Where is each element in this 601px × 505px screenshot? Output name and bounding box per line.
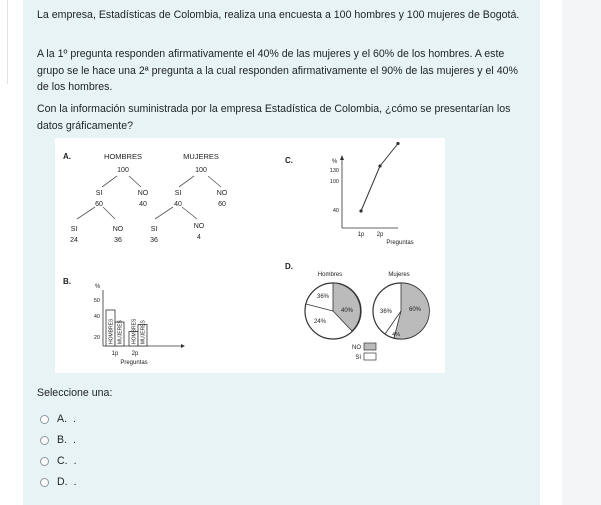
tree-l1-label-1: SI <box>95 190 103 197</box>
radio-option-c[interactable] <box>40 457 49 466</box>
option-a-figure-label: A. <box>63 152 71 161</box>
pie-hombres-title: Hombres <box>317 272 343 278</box>
tree-hombres-total: 100 <box>117 167 129 174</box>
bar-chart-y-tick-2: 40 <box>93 314 100 320</box>
bar-chart-x-arrow <box>181 344 185 348</box>
tree-hombres-title: HOMBRES <box>104 152 142 161</box>
option-a-letter: A. <box>57 413 68 425</box>
question-figure <box>55 138 445 373</box>
tree-l2-value-3: 36 <box>150 237 158 244</box>
tree-l2-value-2: 36 <box>114 237 122 244</box>
line-chart-x-title: Preguntas <box>386 240 414 246</box>
pie-hombres-label-1: 36% <box>316 294 330 300</box>
pie-mujeres-label-2: 60% <box>408 307 422 313</box>
tree-l2-label-3: SI <box>150 226 158 233</box>
tree-l1-label-2: NO <box>137 190 149 197</box>
pie-mujeres <box>373 283 429 339</box>
page-left-edge <box>0 0 8 84</box>
option-b-letter: B. <box>57 434 68 446</box>
pie-legend-no-swatch <box>364 343 376 350</box>
pie-mujeres-label-1: 36% <box>379 309 393 315</box>
tree-l1-value-2: 40 <box>139 201 147 208</box>
answer-option-a[interactable] <box>40 411 76 427</box>
bar-chart-bar-label-2: MUJERES <box>117 320 124 344</box>
option-c-text: . <box>73 455 77 467</box>
answer-option-c[interactable] <box>40 453 77 469</box>
option-d-figure-label: D. <box>285 262 293 271</box>
tree-branches <box>77 176 221 219</box>
line-chart-x-tick-2: 2p <box>376 232 384 238</box>
bar-chart-bar-label-3: HOMBRES <box>131 318 138 344</box>
pie-hombres-label-3: 24% <box>313 319 327 325</box>
tree-l2-value-4: 4 <box>197 234 201 241</box>
line-chart-y-tick-3: 40 <box>332 208 339 214</box>
tree-l1-label-4: NO <box>216 190 228 197</box>
question-paragraph-2: A la 1º pregunta responden afirmativamente el 40% de las mujeres y el 60% de los hombres. A este grupo se le hace una 2ª pregunta a la cual responden afirmativamente el 90% de las mujeres y el 40% de los hombres. <box>37 48 518 93</box>
bar-chart-x-tick-2: 2p <box>131 351 139 357</box>
line-chart-x-tick-1: 1p <box>357 232 365 238</box>
line-chart-y-tick-2: 100 <box>329 179 339 185</box>
tree-l1-value-4: 60 <box>218 201 226 208</box>
pie-legend-si-swatch <box>364 353 376 360</box>
line-chart-series <box>359 142 399 213</box>
line-chart-point-3 <box>396 142 399 145</box>
bar-chart-bar-label-1: HOMBRES <box>108 318 115 344</box>
option-c-figure-label: C. <box>285 156 293 165</box>
radio-option-a[interactable] <box>40 415 49 424</box>
tree-l2-label-2: NO <box>112 226 124 233</box>
tree-l2-value-1: 24 <box>70 237 78 244</box>
tree-mujeres-title: MUJERES <box>183 152 219 161</box>
bar-chart-y-tick-1: 50 <box>93 298 100 304</box>
tree-l1-label-3: SI <box>174 190 182 197</box>
line-chart-y-unit: % <box>332 159 338 165</box>
option-b-text: . <box>73 434 76 446</box>
option-c-letter: C. <box>57 455 68 467</box>
answer-option-d[interactable] <box>40 474 77 490</box>
line-chart-line <box>361 144 398 212</box>
line-chart-point-2 <box>378 164 381 167</box>
tree-l2-label-4: NO <box>193 223 205 230</box>
bar-chart-bars <box>106 310 147 346</box>
bar-chart-x-title: Preguntas <box>120 360 148 366</box>
right-sidebar <box>562 0 601 505</box>
tree-l1-value-3: 40 <box>174 201 182 208</box>
bar-chart-y-tick-3: 20 <box>93 335 100 341</box>
pie-mujeres-label-3: 4% <box>392 332 400 338</box>
figure-svg <box>55 138 445 373</box>
pie-mujeres-title: Mujeres <box>388 272 410 278</box>
radio-option-d[interactable] <box>40 478 49 487</box>
bar-chart-y-unit: % <box>95 284 101 290</box>
select-one-label: Seleccione una: <box>37 387 113 399</box>
answer-option-b[interactable] <box>40 432 76 448</box>
tree-l1-value-1: 60 <box>95 201 103 208</box>
question-paragraph-1: La empresa, Estadísticas de Colombia, realiza una encuesta a 100 hombres y 100 mujeres de Bogotá. <box>37 9 520 21</box>
pie-legend-no-label: NO <box>352 345 361 351</box>
tree-mujeres-total: 100 <box>195 167 207 174</box>
line-chart-point-1 <box>359 209 362 212</box>
pie-hombres <box>305 283 361 339</box>
option-d-letter: D. <box>57 476 68 488</box>
question-paragraph-3: Con la información suministrada por la empresa Estadística de Colombia, ¿cómo se presentarían los datos gráficamente? <box>37 103 511 132</box>
bar-chart-x-tick-1: 1p <box>111 351 119 357</box>
line-chart-y-tick-1: 130 <box>329 168 339 174</box>
option-b-figure-label: B. <box>63 277 71 286</box>
pie-legend-si-label: SI <box>355 355 361 361</box>
bar-chart-bar-label-4: MUJERES <box>140 320 147 344</box>
option-a-text: . <box>73 413 76 425</box>
radio-option-b[interactable] <box>40 436 49 445</box>
pie-hombres-label-2: 40% <box>340 308 354 314</box>
tree-l2-label-1: SI <box>70 226 78 233</box>
option-d-text: . <box>73 476 77 488</box>
